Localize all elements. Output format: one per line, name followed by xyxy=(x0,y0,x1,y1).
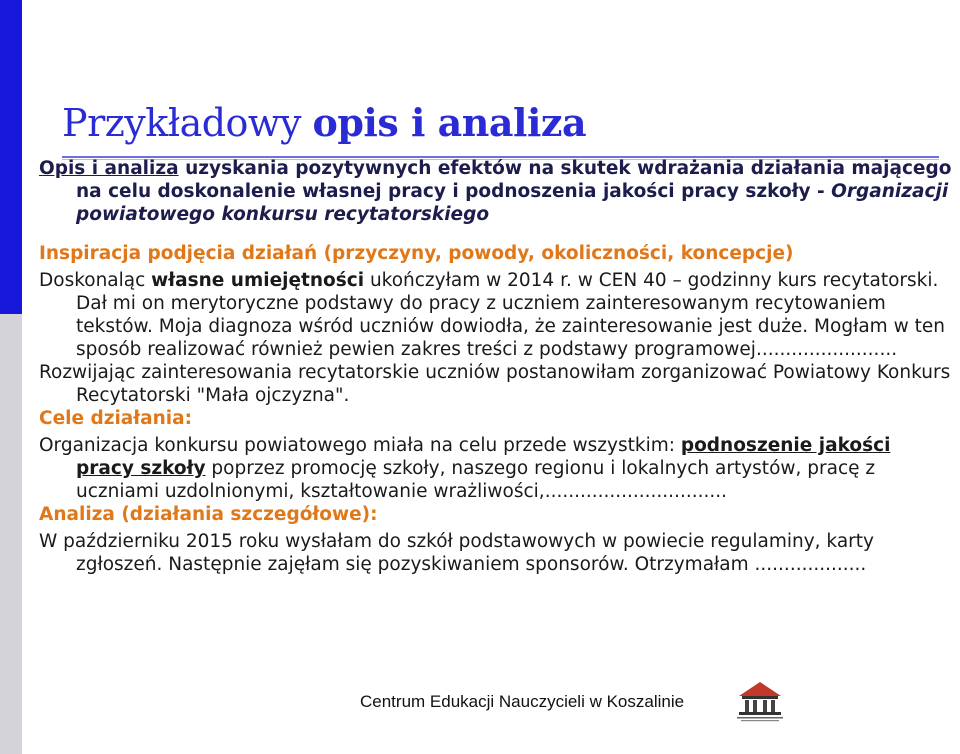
slide-title-bold: opis i analiza xyxy=(312,100,587,145)
section-heading-analysis: Analiza (działania szczegółowe): xyxy=(39,504,378,525)
left-accent-bar-blue xyxy=(0,0,22,314)
logo-column xyxy=(763,700,767,712)
inspiration-bold: własne umiejętności xyxy=(151,270,365,291)
intro-italic: Organizacji powiatowego konkursu recytatorskiego xyxy=(76,181,949,225)
analysis-paragraph: W październiku 2015 roku wysłałam do szkół podstawowych w powiecie regulaminy, karty zgłoszeń. Następnie zajęłam się pozyskiwaniem sponsorów. Otrzymałam ................... xyxy=(39,531,874,575)
logo-caption-line xyxy=(741,720,779,721)
goals-paragraph xyxy=(39,434,954,503)
section-heading-goals: Cele działania: xyxy=(39,408,193,429)
logo-roof xyxy=(739,682,781,696)
institution-logo-icon xyxy=(733,678,787,722)
inspiration-text-start: Doskonaląc xyxy=(39,270,152,291)
goals-text-end: poprzez promocję szkoły, naszego regionu i lokalnych artystów, pracę z uczniami uzdolnionymi, kształtowanie wrażliwości,............................... xyxy=(76,458,876,502)
slide-body xyxy=(39,157,954,576)
goals-text-start: Organizacja konkursu powiatowego miała na celu przede wszystkim: xyxy=(39,435,681,456)
footer-institution: Centrum Edukacji Nauczycieli w Koszalinie xyxy=(360,692,685,711)
logo-base xyxy=(739,712,781,715)
slide-title-regular: Przykładowy xyxy=(62,101,313,145)
slide-title xyxy=(62,100,586,145)
intro-underlined: Opis i analiza xyxy=(39,158,179,179)
left-accent-bar xyxy=(0,0,22,754)
inspiration-text-end: ukończyłam w 2014 r. w CEN 40 – godzinny kurs recytatorski. Dał mi on merytoryczne podstawy do pracy z uczniem zainteresowanym recytowaniem tekstów. Moja diagnoza wśród uczniów dowiodła, że zainteresowanie jest duże. Mogłam w ten sposób realizować również pewien zakres treści z podstawy programowej........................ xyxy=(76,270,945,360)
section-heading-inspiration: Inspiracja podjęcia działań (przyczyny, powody, okoliczności, koncepcje) xyxy=(39,243,794,264)
logo-column xyxy=(753,700,757,712)
decision-paragraph: Rozwijając zainteresowania recytatorskie uczniów postanowiłam zorganizować Powiatowy Konkurs Recytatorski "Mała ojczyzna". xyxy=(39,362,951,406)
logo-architrave xyxy=(742,696,778,699)
left-accent-bar-grey xyxy=(0,314,22,754)
intro-text: uzyskania pozytywnych efektów na skutek wdrażania działania mającego na celu doskonalenie własnej pracy i podnoszenia jakości pracy szkoły - xyxy=(76,158,952,202)
intro-paragraph xyxy=(39,157,954,226)
goals-bold: podnoszenie jakości pracy szkoły xyxy=(76,435,891,479)
logo-column xyxy=(771,700,775,712)
inspiration-paragraph xyxy=(39,269,954,361)
logo-caption-line xyxy=(737,717,783,719)
logo-column xyxy=(745,700,749,712)
